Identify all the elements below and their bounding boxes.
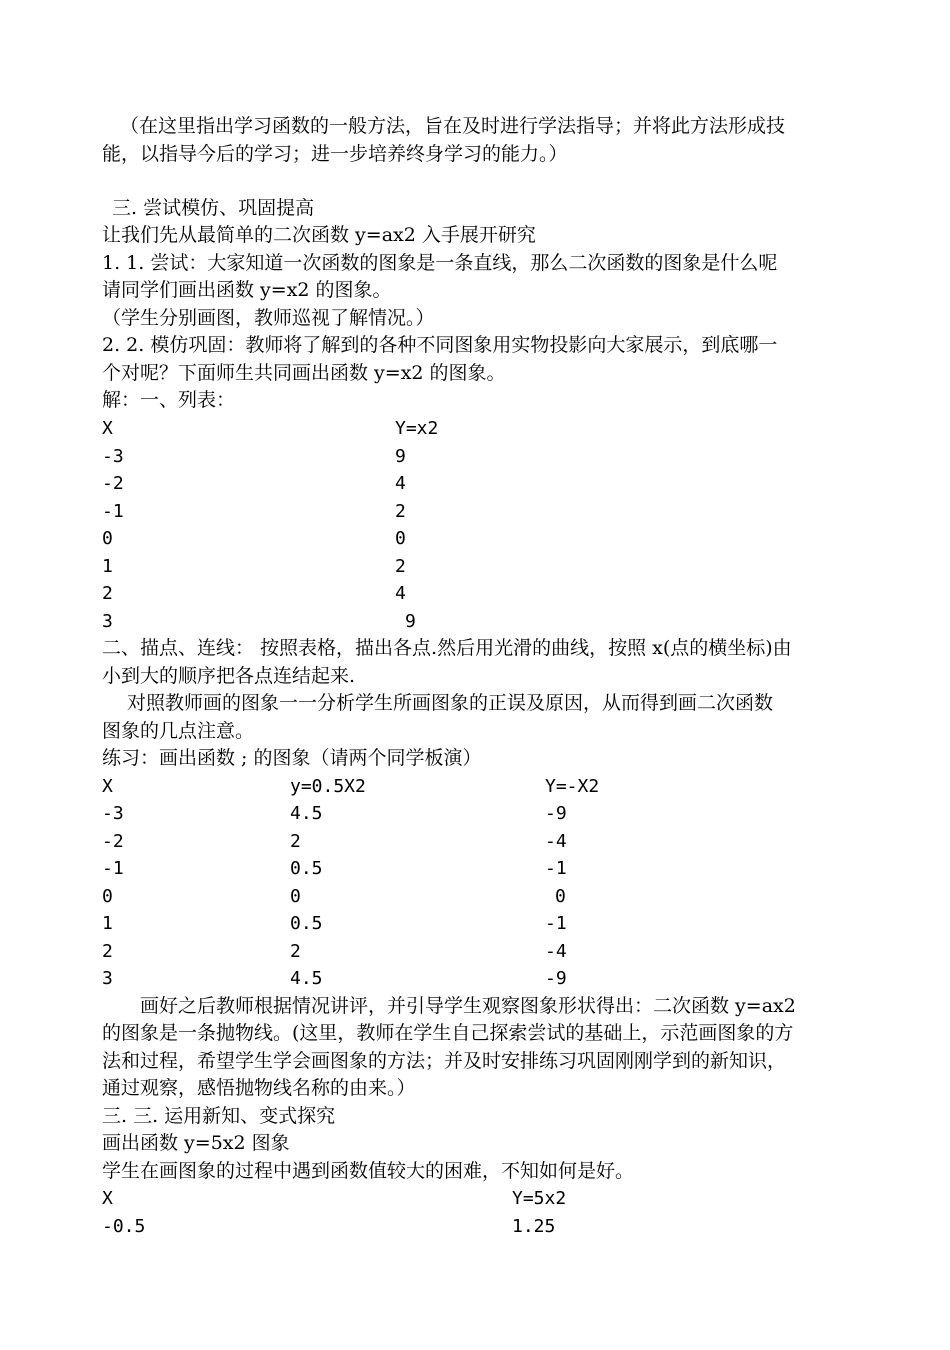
table-cell: -0.5 bbox=[102, 1216, 146, 1237]
table-header: y=0.5X2 bbox=[290, 776, 366, 797]
paragraph-line: 画好之后教师根据情况讲评，并引导学生观察图象形状得出：二次函数 y=ax2 bbox=[102, 995, 796, 1017]
table-cell: 0 bbox=[555, 886, 566, 907]
paragraph-line: （在这里指出学习函数的一般方法，旨在及时进行学法指导；并将此方法形成技 bbox=[120, 115, 786, 137]
table-cell: -2 bbox=[102, 473, 124, 494]
table-cell: 0.5 bbox=[290, 913, 323, 934]
table-header: X bbox=[102, 1188, 113, 1209]
table-header: X bbox=[102, 776, 113, 797]
table-cell: 0 bbox=[395, 528, 406, 549]
paragraph-line: 练习：画出函数 ; 的图象（请两个同学板演） bbox=[102, 747, 482, 769]
table-cell: -2 bbox=[102, 831, 124, 852]
table-cell: 0 bbox=[290, 886, 301, 907]
table-cell: 9 bbox=[395, 446, 406, 467]
section-title: 三. 尝试模仿、巩固提高 bbox=[112, 197, 315, 219]
table-cell: -1 bbox=[102, 858, 124, 879]
table-cell: -4 bbox=[545, 941, 567, 962]
paragraph-line: 请同学们画出函数 y=x2 的图象。 bbox=[102, 279, 392, 301]
table-cell: -3 bbox=[102, 803, 124, 824]
paragraph-line: 二、描点、连线： 按照表格，描出各点.然后用光滑的曲线，按照 x(点的横坐标)由 bbox=[102, 637, 792, 659]
table-header: X bbox=[102, 418, 113, 439]
paragraph-line: 学生在画图象的过程中遇到函数值较大的困难，不知如何是好。 bbox=[102, 1160, 635, 1182]
paragraph-line: 小到大的顺序把各点连结起来. bbox=[102, 665, 356, 687]
table-cell: -9 bbox=[545, 803, 567, 824]
table-cell: 0.5 bbox=[290, 858, 323, 879]
paragraph-line: 法和过程，希望学生学会画图象的方法；并及时安排练习巩固刚刚学到的新知识， bbox=[102, 1050, 787, 1072]
paragraph-line: 1. 1. 尝试：大家知道一次函数的图象是一条直线，那么二次函数的图象是什么呢 bbox=[102, 252, 778, 274]
section-title: 三. 三. 运用新知、变式探究 bbox=[102, 1105, 336, 1127]
paragraph-line: 解：一、列表： bbox=[102, 389, 236, 411]
table-cell: -9 bbox=[545, 968, 567, 989]
table-cell: 4.5 bbox=[290, 803, 323, 824]
table-cell: -1 bbox=[545, 913, 567, 934]
paragraph-line: 2. 2. 模仿巩固：教师将了解到的各种不同图象用实物投影向大家展示，到底哪一 bbox=[102, 334, 778, 356]
table-cell: 2 bbox=[102, 941, 113, 962]
table-cell: -1 bbox=[545, 858, 567, 879]
table-cell: 0 bbox=[102, 886, 113, 907]
table-cell: 1.25 bbox=[512, 1216, 556, 1237]
table-cell: 2 bbox=[102, 583, 113, 604]
paragraph-line: 通过观察，感悟抛物线名称的由来。） bbox=[102, 1077, 416, 1099]
table-header: Y=-X2 bbox=[545, 776, 600, 797]
paragraph-line: 的图象是一条抛物线。(这里，教师在学生自己探索尝试的基础上，示范画图象的方 bbox=[102, 1022, 794, 1044]
table-cell: 4 bbox=[395, 583, 406, 604]
table-cell: -3 bbox=[102, 446, 124, 467]
paragraph-line: （学生分别画图，教师巡视了解情况。） bbox=[102, 307, 435, 329]
table-header: Y=x2 bbox=[395, 418, 439, 439]
paragraph-line: 让我们先从最简单的二次函数 y=ax2 入手展开研究 bbox=[102, 224, 536, 246]
paragraph-line: 个对呢？下面师生共同画出函数 y=x2 的图象。 bbox=[102, 362, 506, 384]
paragraph-line: 图象的几点注意。 bbox=[102, 720, 255, 742]
table-cell: 1 bbox=[102, 556, 113, 577]
table-cell: 4 bbox=[395, 473, 406, 494]
table-cell: -4 bbox=[545, 831, 567, 852]
table-cell: 4.5 bbox=[290, 968, 323, 989]
table-cell: 2 bbox=[290, 941, 301, 962]
table-cell: 3 bbox=[102, 968, 113, 989]
table-cell: 2 bbox=[395, 556, 406, 577]
table-cell: 1 bbox=[102, 913, 113, 934]
table-cell: 3 bbox=[102, 611, 113, 632]
table-cell: 9 bbox=[405, 611, 416, 632]
table-cell: 2 bbox=[395, 501, 406, 522]
paragraph-line: 对照教师画的图象一一分析学生所画图象的正误及原因，从而得到画二次函数 bbox=[102, 692, 774, 714]
table-header: Y=5x2 bbox=[512, 1188, 567, 1209]
table-cell: 2 bbox=[290, 831, 301, 852]
paragraph-line: 能，以指导今后的学习；进一步培养终身学习的能力。） bbox=[102, 143, 568, 165]
table-cell: -1 bbox=[102, 501, 124, 522]
table-cell: 0 bbox=[102, 528, 113, 549]
paragraph-line: 画出函数 y=5x2 图象 bbox=[102, 1132, 290, 1154]
